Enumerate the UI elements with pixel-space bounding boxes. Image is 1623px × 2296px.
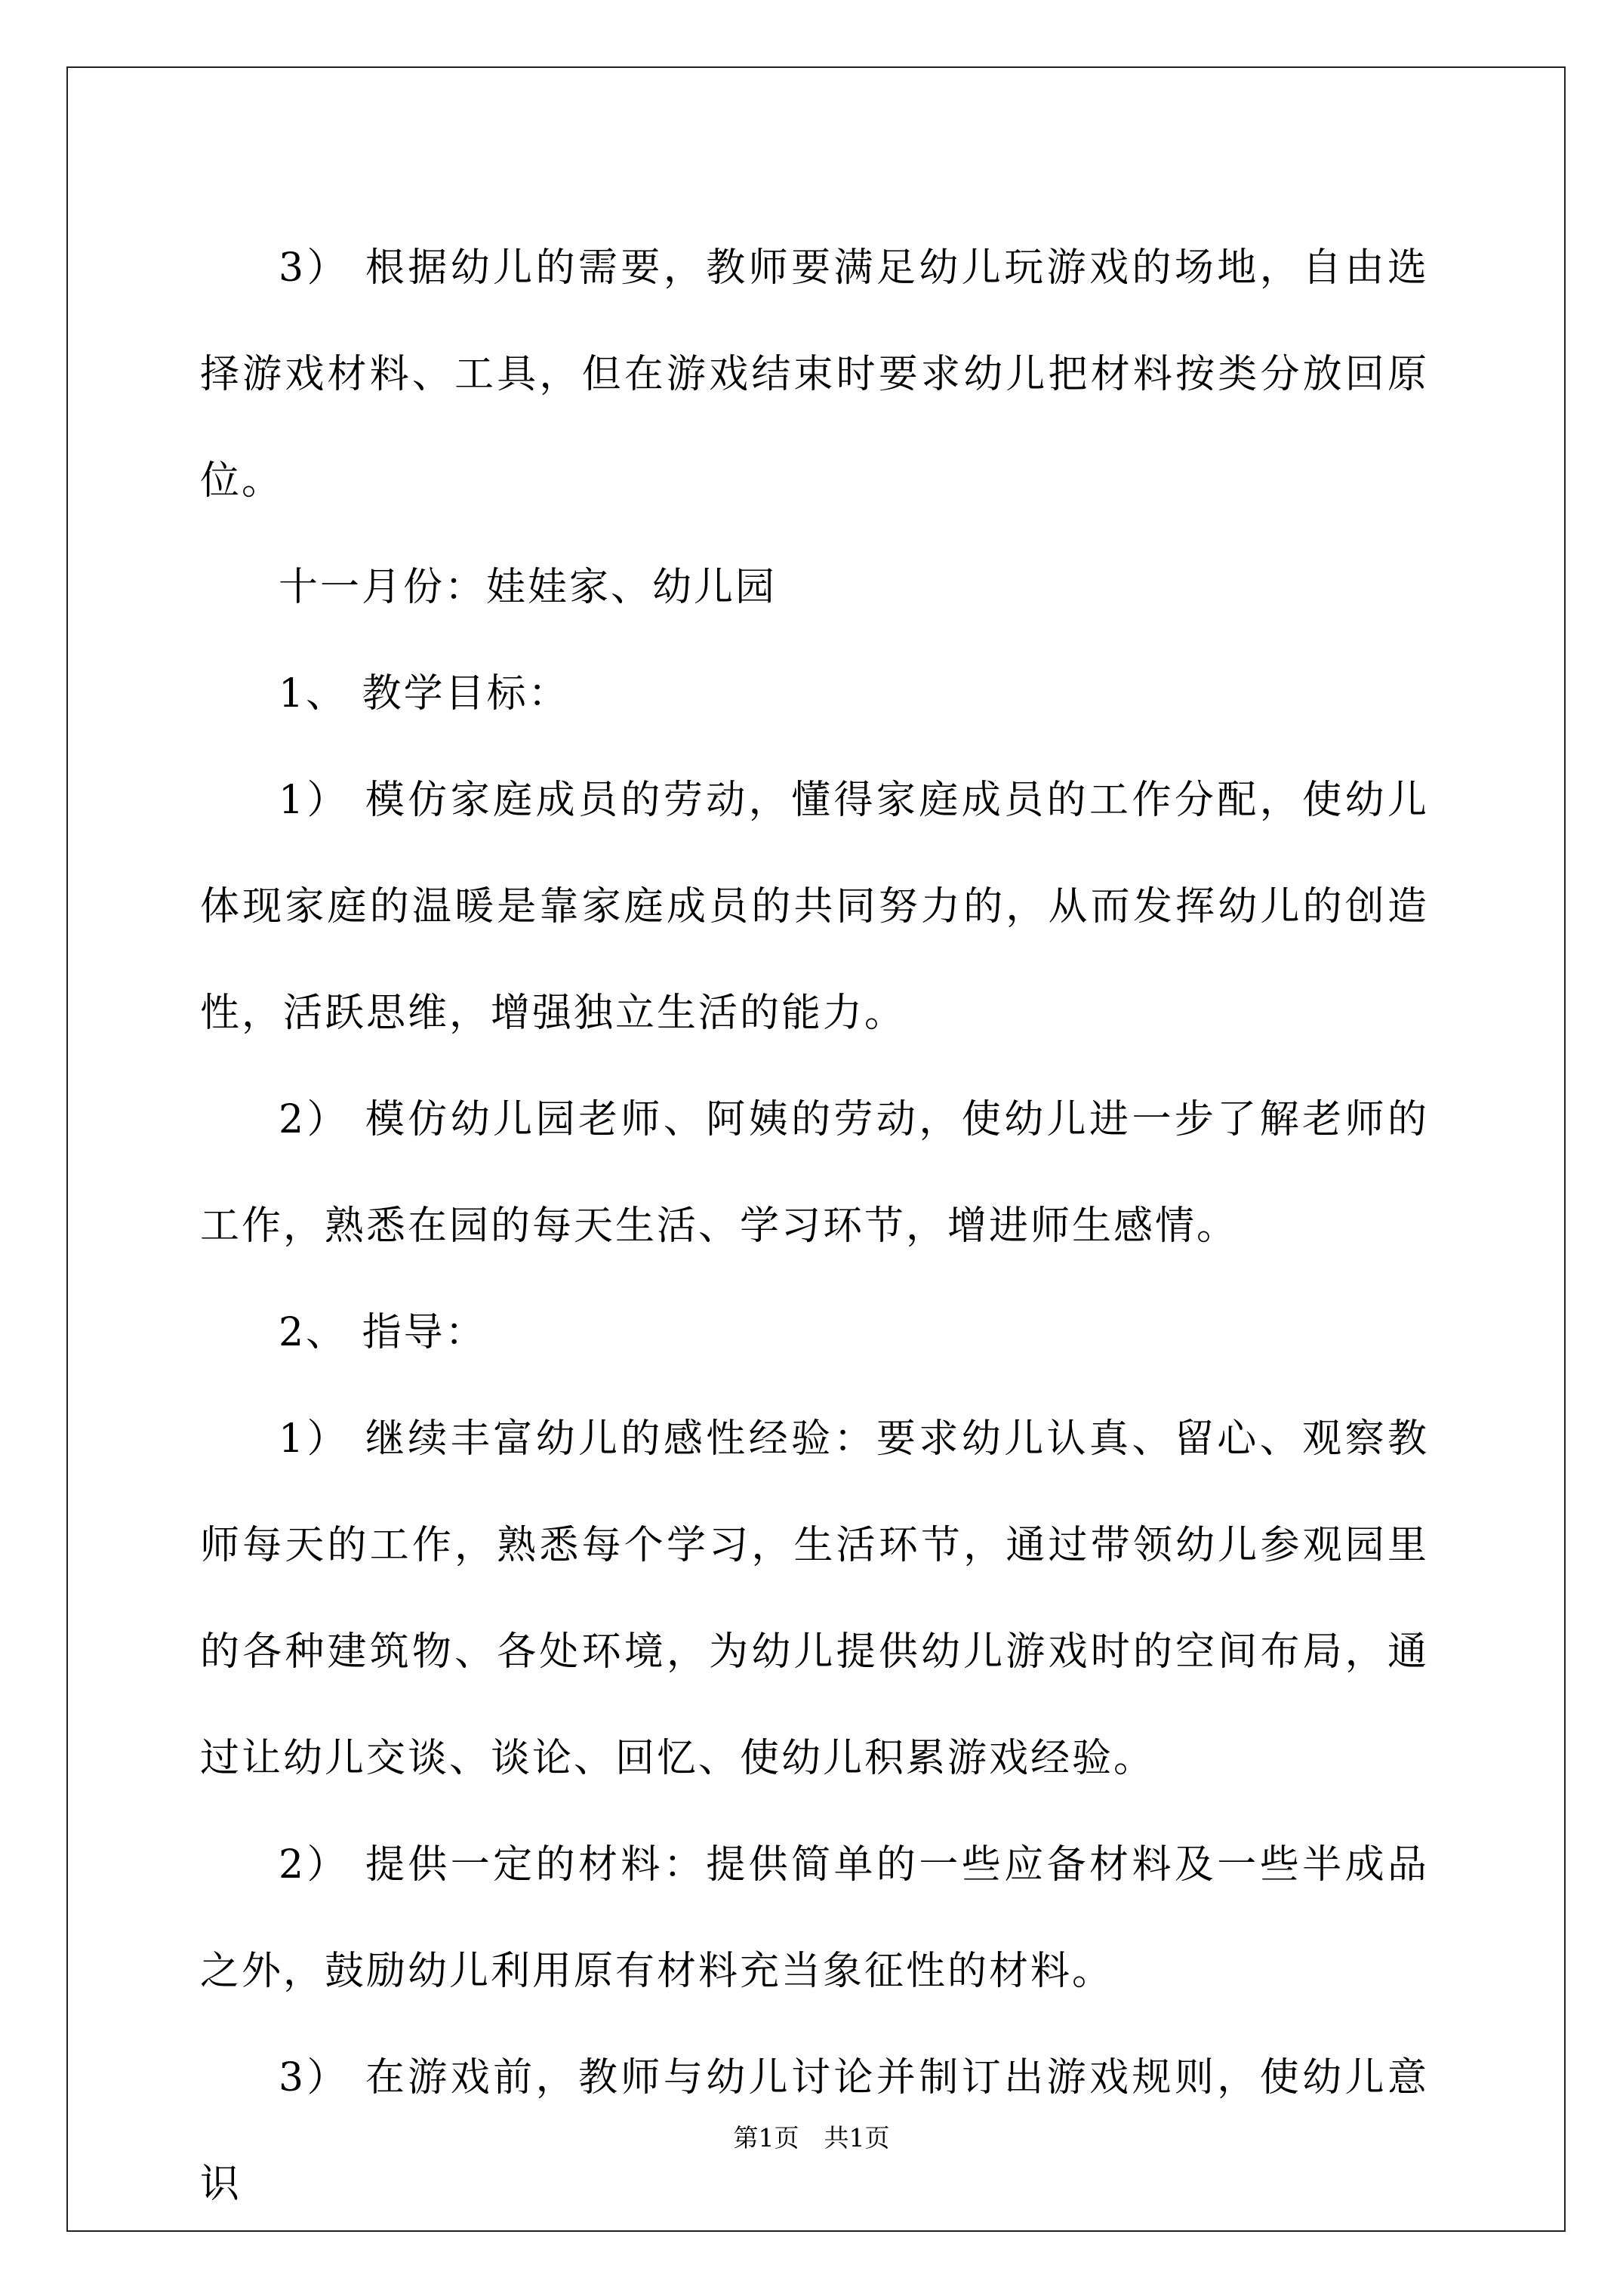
paragraph: 1） 模仿家庭成员的劳动，懂得家庭成员的工作分配，使幼儿体现家庭的温暖是靠家庭成员的共同努力的，从而发挥幼儿的创造性，活跃思维，增强独立生活的能力。 [200, 778, 1429, 1036]
paragraph: 1） 继续丰富幼儿的感性经验：要求幼儿认真、留心、观察教师每天的工作，熟悉每个学习，生活环节，通过带领幼儿参观园里的各种建筑物、各处环境，为幼儿提供幼儿游戏时的空间布局，通过让幼儿交谈、谈论、回忆、使幼儿积累游戏经验。 [200, 1416, 1429, 1781]
paragraph: 3） 根据幼儿的需要，教师要满足幼儿玩游戏的场地，自由选择游戏材料、工具，但在游戏结束时要求幼儿把材料按类分放回原位。 [200, 245, 1429, 504]
paragraph: 2） 提供一定的材料：提供简单的一些应备材料及一些半成品之外，鼓励幼儿利用原有材料充当象征性的材料。 [200, 1842, 1429, 1994]
subheading: 2、 指导： [279, 1310, 487, 1355]
section-heading: 十一月份：娃娃家、幼儿园 [279, 565, 778, 610]
document-body [200, 215, 1429, 2238]
paragraph: 2） 模仿幼儿园老师、阿姨的劳动，使幼儿进一步了解老师的工作，熟悉在园的每天生活、学习环节，增进师生感情。 [200, 1097, 1429, 1249]
paragraph: 3） 在游戏前，教师与幼儿讨论并制订出游戏规则，使幼儿意识 [200, 2055, 1429, 2207]
page-number-footer: 第1页 共1页 [733, 2123, 890, 2153]
subheading: 1、 教学目标： [279, 671, 570, 717]
